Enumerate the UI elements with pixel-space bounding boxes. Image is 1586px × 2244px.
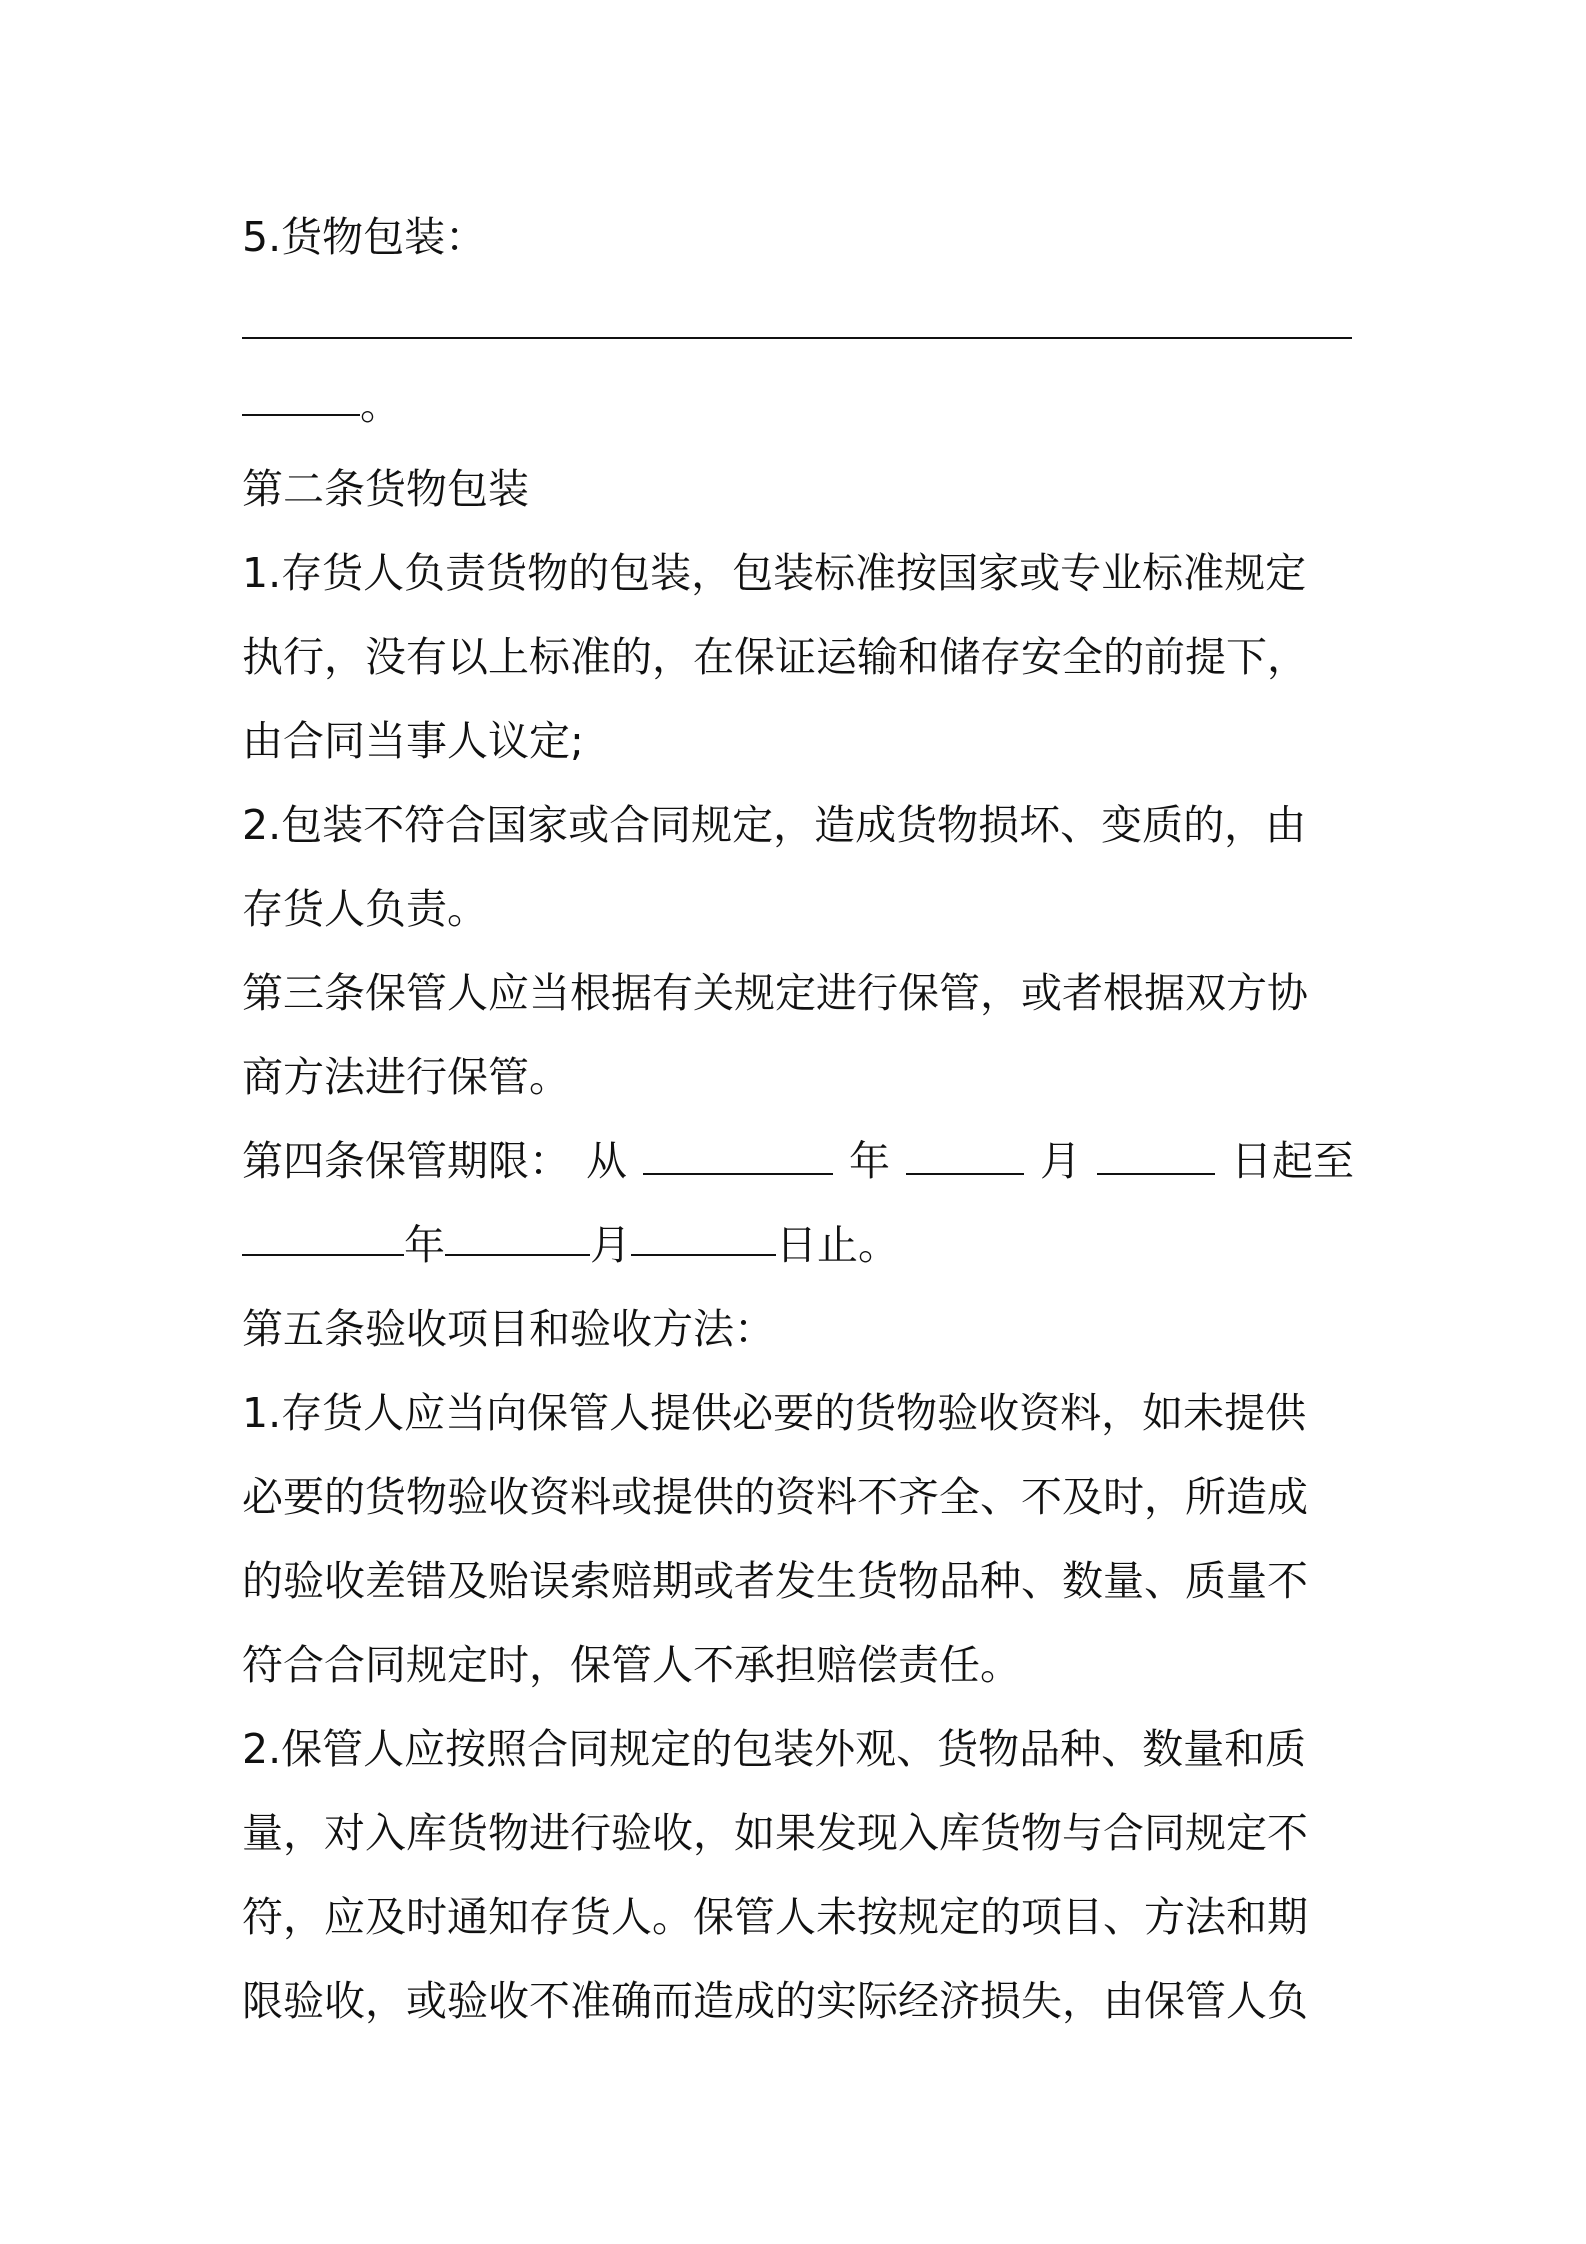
article2-p1-line-2: 执行，没有以上标准的，在保证运输和储存安全的前提下， bbox=[242, 633, 1308, 681]
article2-p2-line-2: 存货人负责。 bbox=[242, 885, 488, 933]
article2-p1-line-1 bbox=[242, 531, 1354, 615]
article5-p1-line-4: 符合合同规定时，保管人不承担赔偿责任。 bbox=[242, 1641, 1021, 1689]
article2-p2-line-1: 2.包装不符合国家或合同规定，造成货物损坏、变质的，由 bbox=[242, 801, 1307, 849]
article3-line-1: 第三条保管人应当根据有关规定进行保管，或者根据双方协 bbox=[242, 969, 1308, 1017]
article4-year-2: 年 bbox=[404, 1221, 445, 1269]
article4-end-year-blank bbox=[242, 1254, 404, 1256]
article4-day-start: 日起至 bbox=[1231, 1137, 1354, 1185]
article5-p2-line-1: 2.保管人应按照合同规定的包装外观、货物品种、数量和质 bbox=[242, 1725, 1307, 1773]
article4-month-2: 月 bbox=[590, 1221, 631, 1269]
article4-year-1: 年 bbox=[849, 1137, 890, 1185]
article5-heading: 第五条验收项目和验收方法： bbox=[242, 1305, 775, 1353]
item5-blank-short bbox=[242, 414, 360, 416]
item5-fill-end bbox=[242, 363, 1354, 447]
article2-p1-text-1: 1.存货人负责货物的包装，包装标准按国家或专业标准规定 bbox=[242, 549, 1307, 597]
article4-day-end: 日止。 bbox=[776, 1221, 899, 1269]
article4-month-1: 月 bbox=[1040, 1137, 1081, 1185]
article5-p1-line-2: 必要的货物验收资料或提供的资料不齐全、不及时，所造成 bbox=[242, 1473, 1308, 1521]
article4-from: 从 bbox=[586, 1137, 627, 1185]
article4-start-month-blank bbox=[906, 1173, 1024, 1175]
article5-p1-line-3: 的验收差错及贻误索赔期或者发生货物品种、数量、质量不 bbox=[242, 1557, 1308, 1605]
item5-title: 5.货物包装： bbox=[242, 213, 487, 261]
article2-heading: 第二条货物包装 bbox=[242, 465, 529, 513]
article5-p2-line-3: 符，应及时通知存货人。保管人未按规定的项目、方法和期 bbox=[242, 1893, 1308, 1941]
article3-line-2: 商方法进行保管。 bbox=[242, 1053, 570, 1101]
article4-end-day-blank bbox=[631, 1254, 776, 1256]
article4-start-day-blank bbox=[1097, 1173, 1215, 1175]
article4-line-1 bbox=[242, 1119, 1354, 1203]
item5-fill-line bbox=[242, 279, 1354, 363]
article4-end-month-blank bbox=[445, 1254, 590, 1256]
item5-ending: 。 bbox=[360, 381, 401, 429]
article4-line-2 bbox=[242, 1203, 1354, 1287]
article5-p2-line-4: 限验收，或验收不准确而造成的实际经济损失，由保管人负 bbox=[242, 1977, 1308, 2025]
article4-start-year-blank bbox=[643, 1173, 833, 1175]
article5-p1-line-1: 1.存货人应当向保管人提供必要的货物验收资料，如未提供 bbox=[242, 1389, 1307, 1437]
document-body bbox=[242, 195, 1354, 2043]
article2-p1-line-3: 由合同当事人议定; bbox=[242, 717, 584, 765]
article4-label: 第四条保管期限： bbox=[242, 1137, 570, 1185]
item5-blank-rule bbox=[242, 337, 1352, 339]
article5-p2-line-2: 量，对入库货物进行验收，如果发现入库货物与合同规定不 bbox=[242, 1809, 1308, 1857]
